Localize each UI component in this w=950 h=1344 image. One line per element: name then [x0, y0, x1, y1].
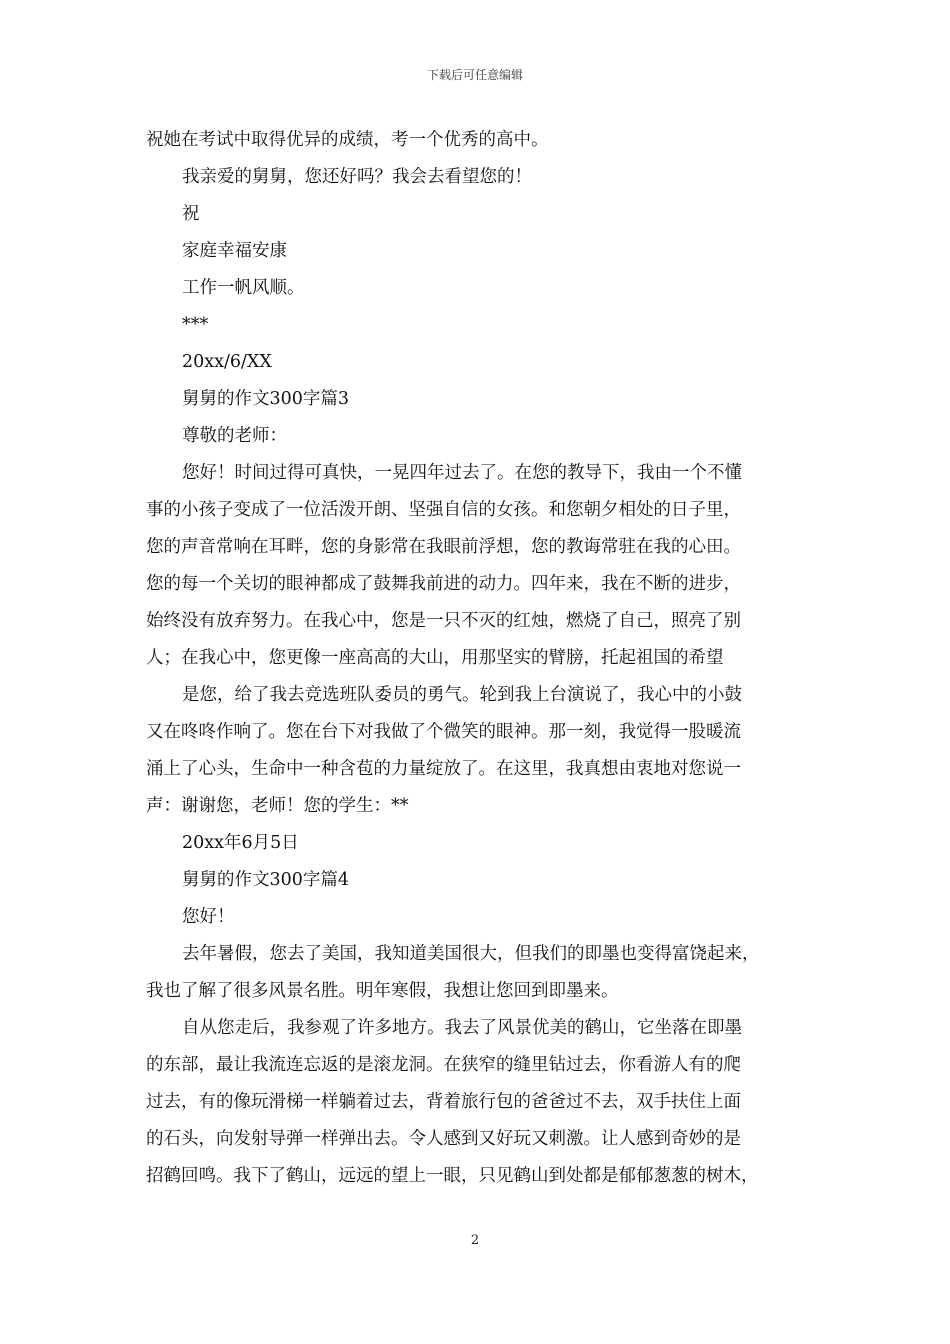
body-line: 去年暑假，您去了美国，我知道美国很大，但我们的即墨也变得富饶起来， — [182, 944, 760, 964]
body-line: 招鹤回鸣。我下了鹤山，远远的望上一眼，只见鹤山到处都是郁郁葱葱的树木， — [146, 1166, 759, 1186]
body-line: 人；在我心中，您更像一座高高的大山，用那坚实的臂膀，托起祖国的希望 — [146, 648, 724, 668]
section-heading: 舅舅的作文300字篇4 — [182, 870, 350, 890]
page-header: 下载后可任意编辑 — [426, 68, 523, 82]
document-body — [146, 122, 822, 1195]
body-line: 20xx年6月5日 — [182, 833, 299, 853]
body-line: 过去，有的像玩滑梯一样躺着过去，背着旅行包的爸爸过不去，双手扶住上面 — [146, 1092, 741, 1112]
body-line: 是您，给了我去竞选班队委员的勇气。轮到我上台演说了，我心中的小鼓 — [182, 685, 742, 705]
body-line: 声：谢谢您，老师！您的学生：** — [146, 796, 409, 816]
body-line: 事的小孩子变成了一位活泼开朗、坚强自信的女孩。和您朝夕相处的日子里， — [146, 500, 741, 520]
body-line: 您好！ — [182, 907, 235, 927]
page-number: 2 — [470, 1233, 480, 1248]
body-line: 的东部，最让我流连忘返的是滚龙洞。在狭窄的缝里钻过去，你看游人有的爬 — [146, 1055, 741, 1075]
body-line: 我亲爱的舅舅，您还好吗？我会去看望您的！ — [182, 167, 532, 187]
body-line: 自从您走后，我参观了许多地方。我去了风景优美的鹤山，它坐落在即墨 — [182, 1018, 742, 1038]
body-line: 您的每一个关切的眼神都成了鼓舞我前进的动力。四年来，我在不断的进步， — [146, 574, 741, 594]
body-line: *** — [182, 315, 209, 335]
body-line: 又在咚咚作响了。您在台下对我做了个微笑的眼神。那一刻，我觉得一股暖流 — [146, 722, 741, 742]
body-line: 的石头，向发射导弹一样弹出去。令人感到又好玩又刺激。让人感到奇妙的是 — [146, 1129, 741, 1149]
body-line: 您的声音常响在耳畔，您的身影常在我眼前浮想，您的教诲常驻在我的心田。 — [146, 537, 741, 557]
body-line: 涌上了心头，生命中一种含苞的力量绽放了。在这里，我真想由衷地对您说一 — [146, 759, 741, 779]
body-line: 祝 — [182, 204, 200, 224]
body-line: 20xx/6/XX — [182, 352, 272, 372]
body-line: 家庭幸福安康 — [182, 241, 287, 261]
section-heading: 舅舅的作文300字篇3 — [182, 389, 350, 409]
body-line: 始终没有放弃努力。在我心中，您是一只不灭的红烛，燃烧了自己，照亮了别 — [146, 611, 741, 631]
body-line: 祝她在考试中取得优异的成绩，考一个优秀的高中。 — [146, 130, 549, 150]
body-line: 您好！时间过得可真快，一晃四年过去了。在您的教导下，我由一个不懂 — [182, 463, 742, 483]
body-line: 工作一帆风顺。 — [182, 278, 305, 298]
body-line: 尊敬的老师： — [182, 426, 287, 446]
body-line: 我也了解了很多风景名胜。明年寒假，我想让您回到即墨来。 — [146, 981, 619, 1001]
